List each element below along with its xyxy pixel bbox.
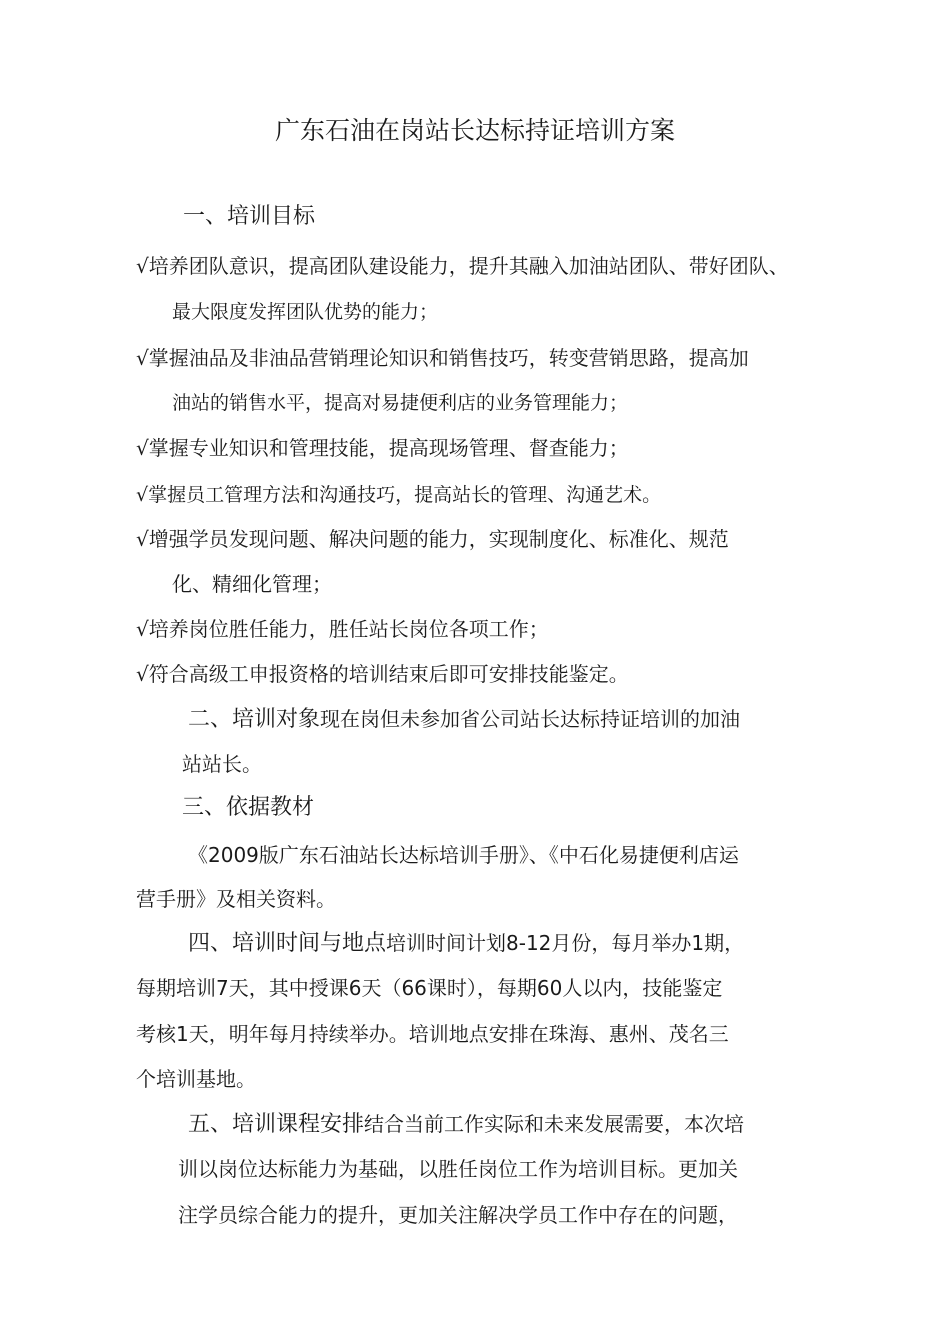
- section-3-heading: 三、依据教材: [182, 795, 315, 820]
- section-4-text: 培训时间计划8-12月份，每月举办1期，: [386, 931, 745, 955]
- goal-item-5-line-2: 化、精细化管理；: [172, 572, 332, 596]
- goal-item-2-line-2: 油站的销售水平，提高对易捷便利店的业务管理能力；: [172, 392, 629, 414]
- goal-item-1-line-1: √培养团队意识，提高团队建设能力，提升其融入加油站团队、带好团队、: [136, 254, 789, 278]
- section-4-line-1: [188, 929, 744, 958]
- section-5-line-1: [188, 1110, 744, 1139]
- goal-item-3: √掌握专业知识和管理技能，提高现场管理、督查能力；: [136, 436, 629, 460]
- goal-item-5-line-1: √增强学员发现问题、解决问题的能力，实现制度化、标准化、规范: [136, 527, 729, 551]
- section-2-line-1: [188, 705, 740, 734]
- section-2-heading: 二、培训对象: [188, 707, 321, 732]
- goal-item-1-line-2: 最大限度发挥团队优势的能力；: [172, 301, 439, 323]
- document-title: 广东石油在岗站长达标持证培训方案: [274, 116, 675, 145]
- section-4-heading: 四、培训时间与地点: [188, 931, 387, 956]
- section-4-line-4: 个培训基地。: [136, 1067, 256, 1091]
- section-3-line-1: 《2009版广东石油站长达标培训手册》、《中石化易捷便利店运: [188, 843, 739, 867]
- goal-item-4: √掌握员工管理方法和沟通技巧，提高站长的管理、沟通艺术。: [136, 484, 662, 506]
- section-3-line-2: 营手册》及相关资料。: [136, 887, 336, 911]
- section-2-line-2: 站站长。: [182, 752, 262, 776]
- section-4-line-3: 考核1天，明年每月持续举办。培训地点安排在珠海、惠州、茂名三: [136, 1022, 729, 1046]
- section-2-text: 现在岗但未参加省公司站长达标持证培训的加油: [320, 707, 741, 731]
- section-1-heading: 一、培训目标: [183, 204, 316, 229]
- section-5-line-2: 训以岗位达标能力为基础，以胜任岗位工作为培训目标。更加关: [178, 1157, 738, 1181]
- section-5-line-3: 注学员综合能力的提升，更加关注解决学员工作中存在的问题，: [178, 1203, 738, 1227]
- goal-item-2-line-1: √掌握油品及非油品营销理论知识和销售技巧，转变营销思路，提高加: [136, 346, 749, 370]
- goal-item-7: √符合高级工申报资格的培训结束后即可安排技能鉴定。: [136, 662, 629, 686]
- goal-item-6: √培养岗位胜任能力，胜任站长岗位各项工作；: [136, 617, 549, 641]
- section-4-line-2: 每期培训7天，其中授课6天（66课时），每期60人以内，技能鉴定: [136, 976, 723, 1000]
- section-5-text: 结合当前工作实际和未来发展需要，本次培: [364, 1112, 745, 1136]
- section-5-heading: 五、培训课程安排: [188, 1112, 365, 1137]
